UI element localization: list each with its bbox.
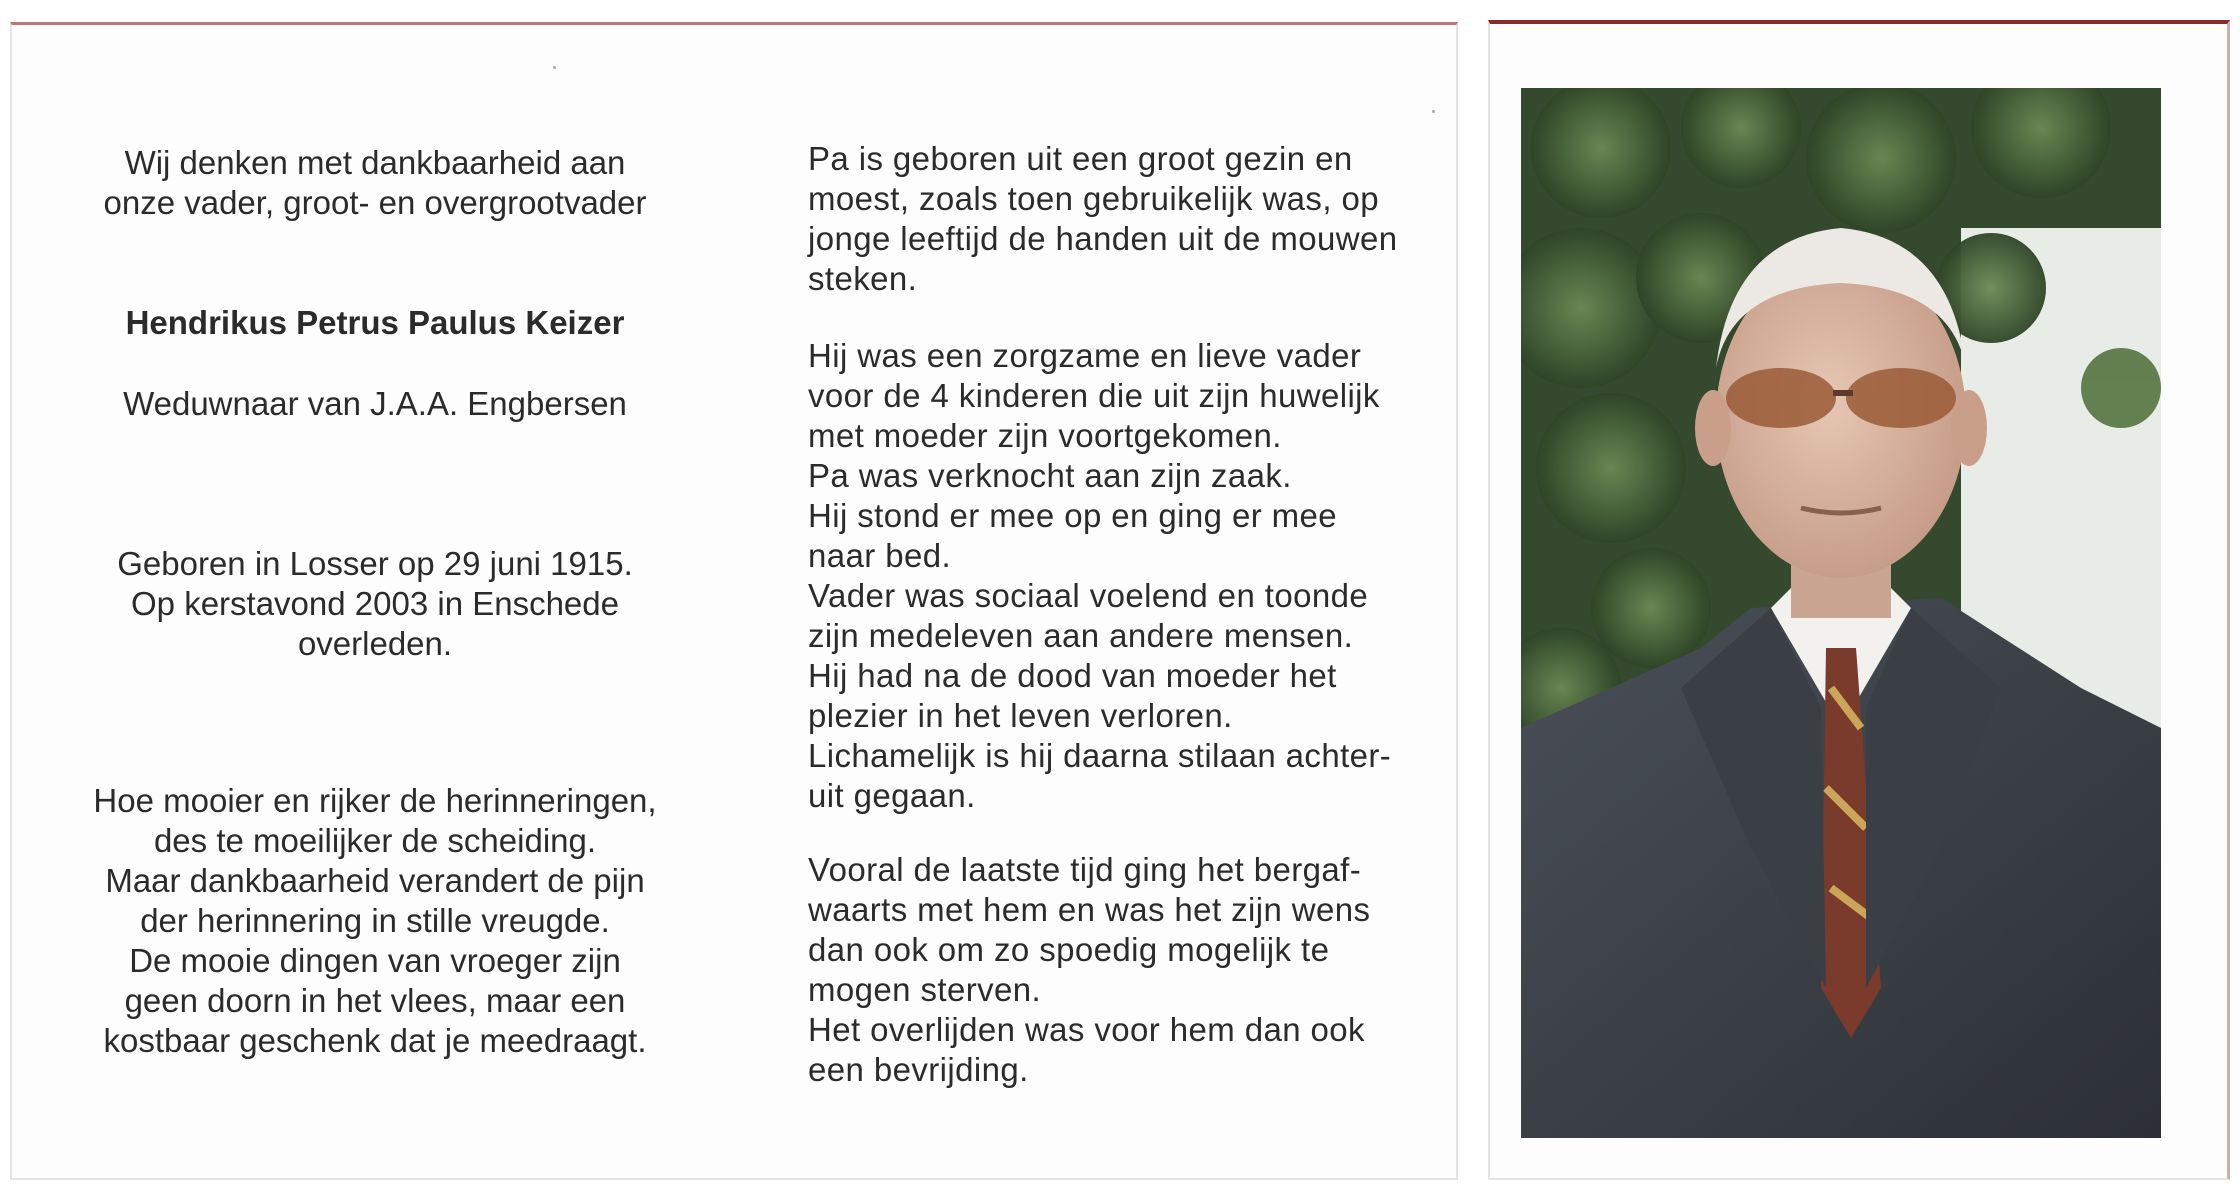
ear-right bbox=[1951, 390, 1987, 466]
paragraph-text: Vooral de laatste tijd ging het bergaf- waarts met hem en was het zijn wens dan ook om zo spoedig mogelijk te mogen sterven. Het overlijden was voor hem dan ook een bevrijding. bbox=[808, 851, 1371, 1088]
poem-text: Hoe mooier en rijker de herinneringen, des te moeilijker de scheiding. Maar dankbaarheid verandert de pijn der herinnering in stille vreugde. De mooie dingen van vroeger zijn geen doorn in het vlees, maar een kostbaar geschenk dat je meedraagt. bbox=[93, 782, 657, 1059]
portrait-illustration bbox=[1521, 88, 2161, 1138]
deceased-name bbox=[70, 303, 680, 343]
widower-text: Weduwnaar van J.A.A. Engbersen bbox=[123, 385, 627, 422]
biography-paragraph-1 bbox=[808, 139, 1408, 299]
portrait-photo bbox=[1521, 88, 2161, 1138]
paragraph-text: Pa is geboren uit een groot gezin en moest, zoals toen gebruikelijk was, op jonge leeftijd de handen uit de mouwen steken. bbox=[808, 140, 1398, 297]
biography-paragraph-2 bbox=[808, 336, 1408, 816]
paper-speck bbox=[1432, 110, 1435, 113]
widower-line bbox=[70, 384, 680, 424]
name-heading: Hendrikus Petrus Paulus Keizer bbox=[125, 304, 625, 341]
intro-paragraph: Wij denken met dankbaarheid aan onze vader, groot- en overgrootvader bbox=[103, 144, 647, 221]
life-dates bbox=[70, 544, 680, 664]
poem bbox=[70, 781, 680, 1061]
ear-left bbox=[1695, 390, 1731, 466]
biography-paragraph-3 bbox=[808, 850, 1408, 1090]
dates-text: Geboren in Losser op 29 juni 1915. Op kerstavond 2003 in Enschede overleden. bbox=[117, 545, 633, 662]
paper-speck bbox=[553, 66, 556, 69]
paragraph-text: Hij was een zorgzame en lieve vader voor de 4 kinderen die uit zijn huwelijk met moeder zijn voortgekomen. Pa was verknocht aan zijn zaak. Hij stond er mee op en ging er mee naar bed. Vader was sociaal voelend en toonde zijn medeleven aan andere mensen. Hij had na de dood van moeder het plezier in het leven verloren. Lichamelijk is hij daarna stilaan achter- uit gegaan. bbox=[808, 337, 1392, 814]
intro-text bbox=[70, 143, 680, 223]
